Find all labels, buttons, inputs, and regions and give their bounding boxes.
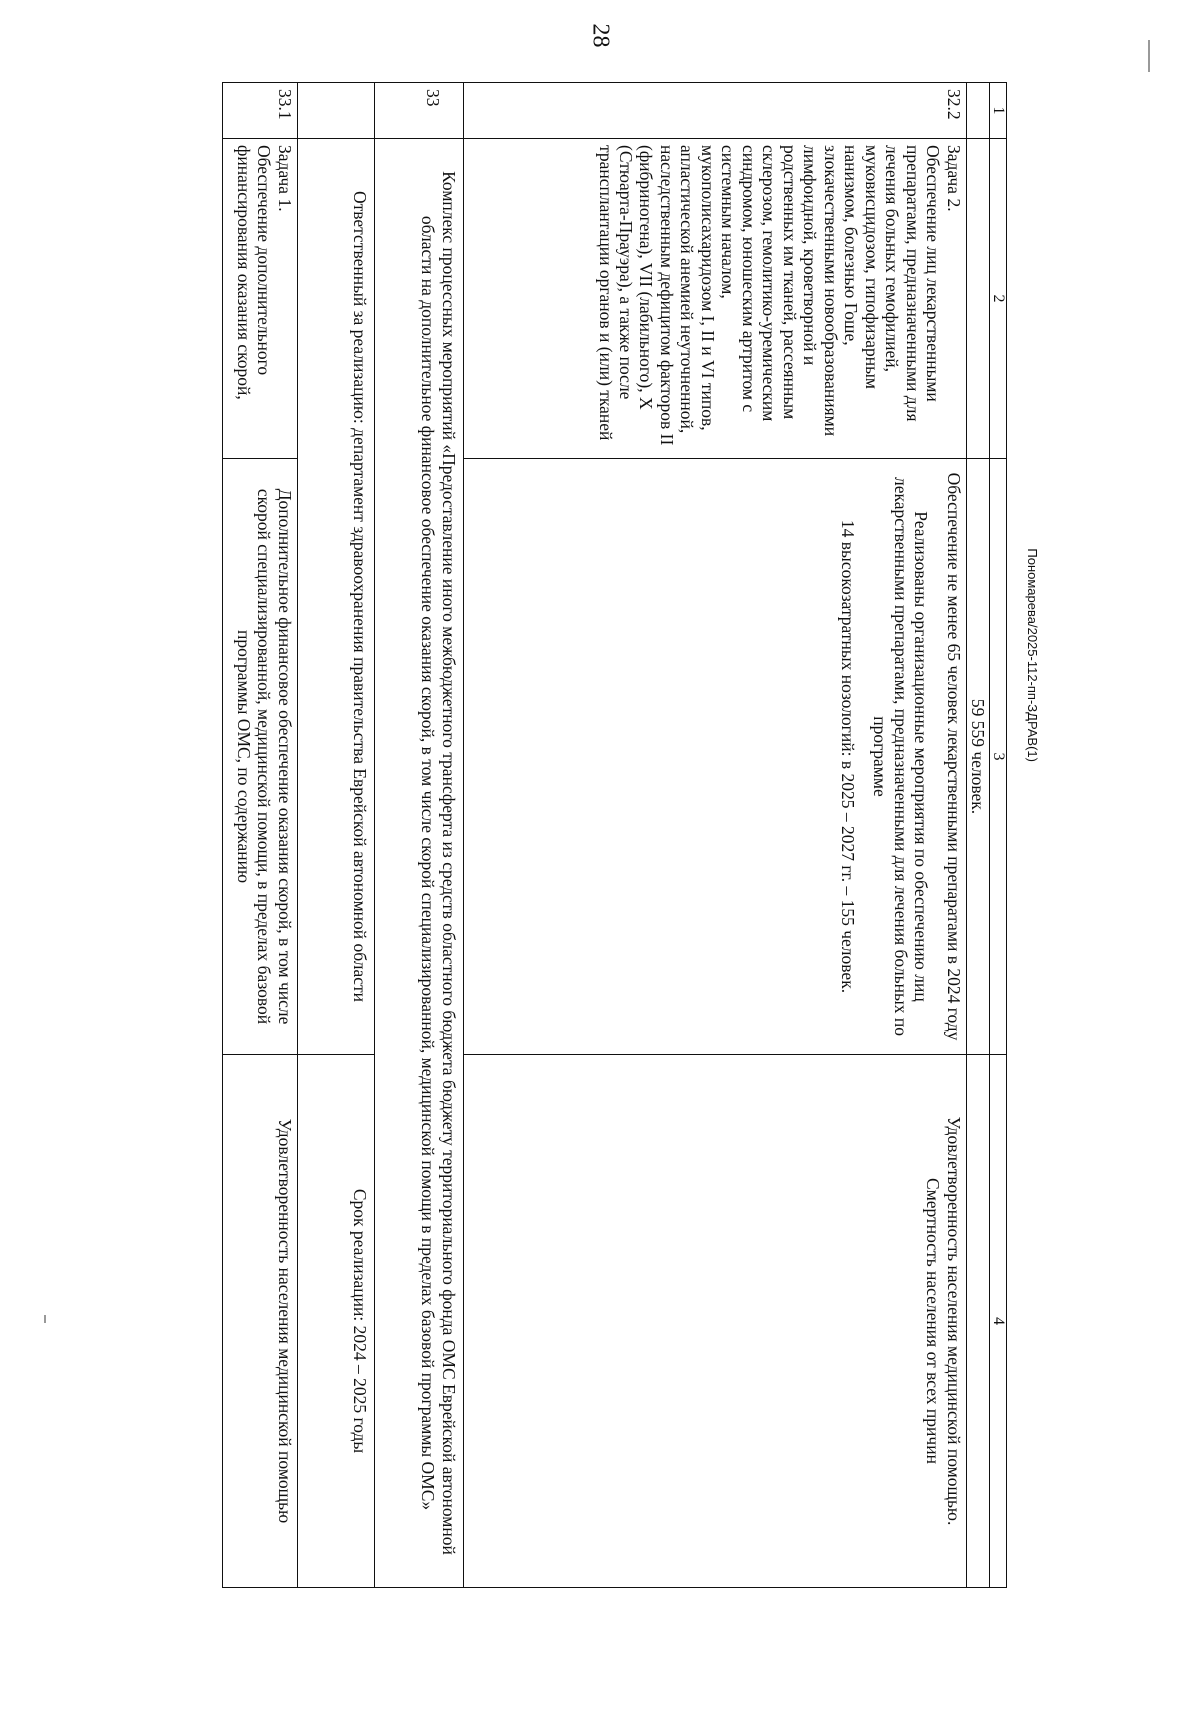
result-text-1: Обеспечение не менее 65 человек лекарственными препаратами в 2024 году — [943, 472, 964, 1041]
result-cell: Дополнительное финансовое обеспечение оказания скорой, в том числе скорой специализированной, медицинской помощи, в пределах базовой программы ОМС, по содержанию — [222, 459, 297, 1055]
task-description: Обеспечение дополнительного финансирования оказания скорой, — [233, 145, 275, 400]
table-row-33 — [374, 83, 463, 1588]
indicator-cell — [463, 1055, 966, 1588]
column-header-3: 3 — [990, 459, 1007, 1055]
responsible-text: Ответственный за реализацию: департамент здравоохранения правительства Еврейской автономной области — [297, 139, 374, 1055]
term-text: Срок реализации: 2024 – 2025 годы — [297, 1055, 374, 1588]
column-header-1: 1 — [990, 83, 1007, 139]
table-row-33-1 — [222, 83, 297, 1588]
row-number: 32.2 — [463, 83, 966, 139]
task-description: Обеспечение лиц лекарственными препаратами, предназначенными для лечения больных гемофилией, муковисцидозом, гипофизарным нанизмом, болезнью Гоше, злокачественными новообразованиями лимфоидной, кроветворной и родственных им тканей, рассеянным склерозом, гемолитико-уремическим синдромом, юношеским артритом с системным началом, мукополисахаридозом I, II и VI типов, апластической анемией неуточненной, наследственным дефицитом факторов II (фибриногена), VII (лабильного), X (Стюарта-Прауэра), а также после трансплантации органов и (или) тканей — [595, 145, 944, 446]
measures-table — [222, 82, 1007, 1588]
document-footer: Пономарева/2025-112-пп-ЗДРАВ(1) — [1025, 548, 1040, 762]
task-cell — [222, 139, 297, 459]
result-cell — [463, 459, 966, 1055]
responsible-row — [297, 83, 374, 1588]
table-row-32-2 — [463, 83, 966, 1588]
carryover-text: 59 559 человек. — [966, 459, 989, 1055]
column-header-2: 2 — [990, 139, 1007, 459]
task-title: Задача 1. — [274, 145, 295, 212]
scan-artifact-mark — [44, 1315, 46, 1323]
carryover-row — [966, 83, 989, 1588]
page-number: 28 — [587, 23, 614, 48]
column-header-4: 4 — [990, 1055, 1007, 1588]
complex-title: Комплекс процессных мероприятий «Предоставление иного межбюджетного трансферта из средств областного бюджета бюджету территориального фонда ОМС Еврейской автономной области на дополнительное финансовое обеспечение оказания скорой, в том числе скорой специализированной, медицинской помощи в пределах базовой программы ОМС» — [374, 139, 463, 1588]
indicator-text-2: Смертность населения от всех причин — [923, 1178, 944, 1464]
task-title: Задача 2. — [943, 145, 964, 212]
scan-artifact-line — [1148, 40, 1150, 72]
indicator-cell: Удовлетворенность населения медицинской помощью — [222, 1055, 297, 1588]
task-cell — [463, 139, 966, 459]
table-header-row — [990, 83, 1007, 1588]
result-text-3: 14 высокозатратных нозологий: в 2025 – 2027 гг. – 155 человек. — [837, 519, 858, 994]
row-number: 33.1 — [222, 83, 297, 139]
indicator-text-1: Удовлетворенность населения медицинской помощью. — [943, 1116, 964, 1526]
row-number: 33 — [374, 83, 463, 139]
rotated-table-page — [175, 82, 1007, 1587]
result-text-2: Реализованы организационные мероприятия по обеспечению лиц лекарственными препаратами, предназначенными для лечения больных по программе — [870, 476, 932, 1037]
